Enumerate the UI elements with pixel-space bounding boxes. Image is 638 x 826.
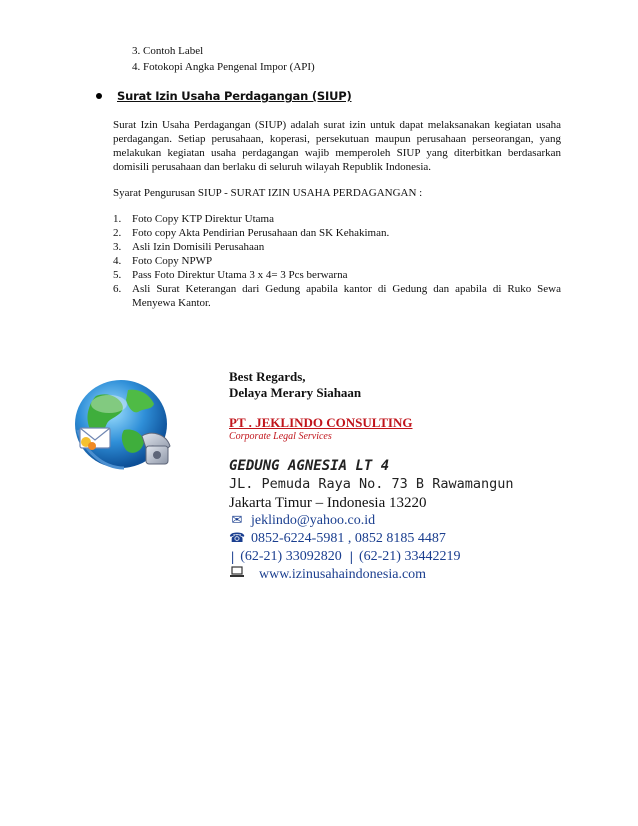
list-number: 3. — [113, 241, 122, 253]
envelope-icon: ✉ — [231, 513, 243, 528]
building-name: GEDUNG AGNESIA LT 4 — [229, 458, 390, 474]
requirements-title: Syarat Pengurusan SIUP - SURAT IZIN USAHA PERDAGANGAN : — [113, 187, 423, 199]
siup-description: Surat Izin Usaha Perdagangan (SIUP) adalah surat izin untuk dapat melaksanakan kegiatan usaha perdagangan. Setiap perusahaan, koperasi, persekutuan maupun perusahaan perseorangan, yang melakukan kegiatan usaha perdagangan wajib memperoleh SIUP yang diterbitkan berdasarkan domisili perusahaan dan berlaku di seluruh wilayah Republik Indonesia. — [113, 119, 561, 173]
list-text: Foto Copy NPWP — [132, 255, 213, 267]
company-name: PT . JEKLINDO CONSULTING — [229, 415, 413, 430]
list-item — [113, 226, 561, 240]
sender-name: Delaya Merary Siahaan — [229, 385, 362, 400]
city-address: Jakarta Timur – Indonesia 13220 — [229, 495, 427, 511]
separator-icon: | — [229, 550, 237, 564]
telephone-icon: ☎ — [229, 531, 246, 546]
list-text: Foto copy Akta Pendirian Perusahaan dan SK Kehakiman. — [132, 227, 390, 239]
list-item — [113, 268, 561, 282]
office-phone: (62-21) 33092820 — [240, 549, 342, 564]
globe-contact-icon — [66, 372, 176, 476]
company-tagline: Corporate Legal Services — [229, 431, 332, 442]
fax-row — [229, 548, 513, 566]
greeting: Best Regards, — [229, 369, 306, 384]
computer-icon — [229, 566, 245, 584]
email-row — [229, 512, 513, 530]
separator-icon: | — [347, 550, 355, 564]
section-heading — [96, 86, 352, 106]
phone-row — [229, 530, 513, 548]
list-number: 6. — [113, 283, 122, 295]
list-item — [113, 240, 561, 254]
street-address: JL. Pemuda Raya No. 73 B Rawamangun — [229, 476, 514, 492]
list-item — [113, 212, 561, 226]
list-item — [113, 254, 561, 268]
email-link[interactable]: jeklindo@yahoo.co.id — [251, 513, 376, 528]
list-item: 4. Fotokopi Angka Pengenal Impor (API) — [132, 61, 315, 73]
list-text: Asli Surat Keterangan dari Gedung apabila kantor di Gedung dan apabila di Ruko Sewa Menyewa Kantor. — [132, 283, 561, 309]
website-link[interactable]: www.izinusahaindonesia.com — [259, 567, 427, 582]
list-item: 3. Contoh Label — [132, 45, 204, 57]
list-text: Asli Izin Domisili Perusahaan — [132, 241, 265, 253]
email-signature — [229, 369, 513, 584]
list-number: 1. — [113, 213, 122, 225]
website-row — [229, 566, 513, 584]
list-number: 2. — [113, 227, 122, 239]
office-phone-2: (62-21) 33442219 — [358, 549, 461, 564]
section-heading-text: Surat Izin Usaha Perdagangan (SIUP) — [117, 89, 352, 103]
requirements-list — [113, 212, 561, 310]
list-text: Pass Foto Direktur Utama 3 x 4= 3 Pcs berwarna — [132, 269, 348, 281]
bullet-icon — [96, 93, 102, 99]
list-item — [113, 282, 561, 310]
list-number: 4. — [113, 255, 122, 267]
list-number: 5. — [113, 269, 122, 281]
top-list — [132, 44, 315, 76]
list-text: Foto Copy KTP Direktur Utama — [132, 213, 274, 225]
phone-numbers: 0852-6224-5981 , 0852 8185 4487 — [251, 531, 446, 546]
